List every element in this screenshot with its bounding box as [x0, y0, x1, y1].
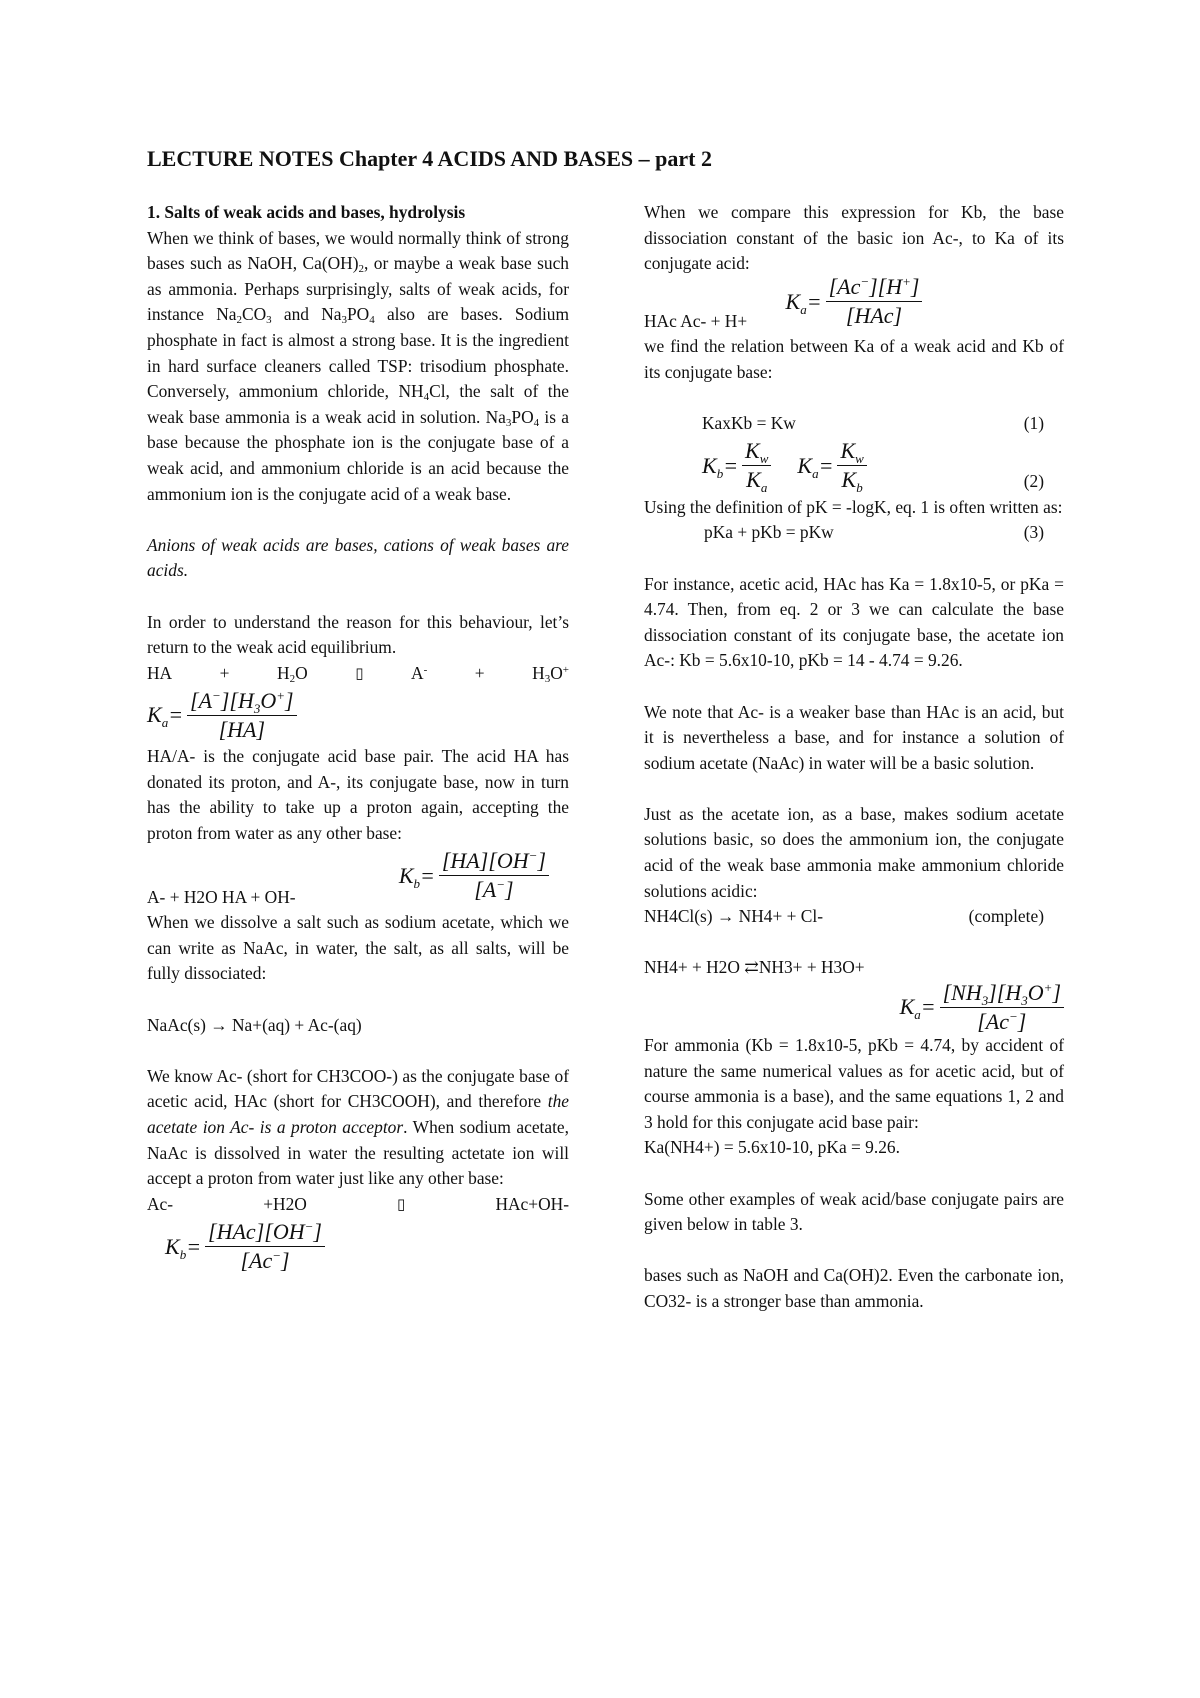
right-column: [644, 200, 1064, 1315]
paragraph-dissolve-salt: When we dissolve a salt such as sodium acetate, which we can write as NaAc, in water, the salt, as all salts, will be fully dissociated:: [147, 912, 569, 984]
italic-statement: Anions of weak acids are bases, cations of weak bases are acids.: [147, 534, 569, 581]
paragraph-equilibrium: In order to understand the reason for this behaviour, let’s return to the weak acid equilibrium.: [147, 611, 569, 658]
paragraph-weaker-base: We note that Ac- is a weaker base than HAc is an acid, but it is nevertheless a base, and for instance a solution of sodium acetate (NaAc) in water will be a basic solution.: [644, 701, 1064, 773]
paragraph-compare: When we compare this expression for Kb, the base dissociation constant of the basic ion Ac-, to Ka of its conjugate acid:: [644, 202, 1064, 274]
ka-expression-nh4: $K_a=$ $\frac{[NH_3][H_3O^+]}{[Ac^-]}$: [644, 981, 1064, 1033]
equation-nh4cl: NH4Cl(s) → NH4+ + Cl- (complete): [644, 906, 1044, 927]
paragraph-ammonium: Just as the acetate ion, as a base, makes sodium acetate solutions basic, so does the ammonium ion, the conjugate acid of the weak base ammonia make ammonium chloride solutions acidic:: [644, 803, 1064, 901]
paragraph-ammonia: For ammonia (Kb = 1.8x10-5, pKb = 4.74, by accident of nature the same numerical values as for acetic acid, but of course ammonia is a base), and the same equations 1, 2 and 3 hold for this conjugate acid base pair:: [644, 1035, 1064, 1132]
equation-naac: NaAc(s) → Na+(aq) + Ac-(aq): [147, 1014, 362, 1035]
paragraph-table-reference: Some other examples of weak acid/base conjugate pairs are given below in table 3.: [644, 1188, 1064, 1235]
paragraph-carbonate: bases such as NaOH and Ca(OH)2. Even the carbonate ion, CO32- is a stronger base than ammonia.: [644, 1265, 1064, 1311]
equation-2: $K_b=$ $\frac{K_w}{K_a}$ $K_a=$ $\frac{K_w}{K_b}$ (2): [702, 438, 1044, 496]
ka-expression: $K_a=$ $\frac{[A^-][H_3O^+]}{[HA]}$: [147, 686, 569, 744]
paragraph-bases-intro: When we think of bases, we would normally think of strong bases such as NaOH, $Ca(OH)_2$, or maybe a weak base such as ammonia. Perhaps surprisingly, salts of weak acids, for instance $Na_2CO_3$ and $Na_3PO_4$ also are bases. Sodium phosphate in fact is almost a strong base. It is the ingredient in hard surface cleaners called TSP: trisodium phosphate. Conversely, ammonium chloride, $NH_4Cl$, the salt of the weak base ammonia is a weak acid in solution. $Na_3PO_4$ is a base because the phosphate ion is the conjugate base of a weak acid, and ammonium chloride is an acid because the ammonium ion is the conjugate acid of a weak base.: [147, 227, 570, 504]
section-heading: 1. Salts of weak acids and bases, hydrolysis: [147, 202, 466, 222]
kb-expression-a: $K_b=$ $\frac{[HA][OH^-]}{[A^-]}$: [147, 847, 569, 905]
equation-hac: HAc Ac- + H+: [644, 310, 748, 331]
page-title: LECTURE NOTES Chapter 4 ACIDS AND BASES – part 2: [147, 146, 712, 171]
kb-expression-ac: $K_b=$ $\frac{[HAc][OH^-]}{[Ac^-]}$: [147, 1217, 569, 1275]
paragraph-relation: we find the relation between Ka of a weak acid and Kb of its conjugate base:: [644, 336, 1064, 382]
equation-nh4-hydrolysis: NH4+ + H2O ⇄NH3+ + H3O+: [644, 957, 865, 978]
equation-1: KaxKb = Kw (1): [702, 413, 1044, 434]
ka-expression-hac: $K_a=$ $\frac{[Ac^-][H^+]}{\text{[HAc]}}$: [644, 277, 1064, 327]
equation-ha-dissociation: HA + $H_2O$ ▯ A- + $H_3O^+$: [147, 662, 569, 685]
paragraph-conjugate-pair: HA/A- is the conjugate acid base pair. The acid HA has donated its proton, and A-, its conjugate base, now in turn has the ability to take up a proton again, accepting the proton from water as any other base:: [147, 746, 569, 844]
equation-ka-nh4: Ka(NH4+) = 5.6x10-10, pKa = 9.26.: [644, 1137, 900, 1158]
equation-3: pKa + pKb = pKw (3): [704, 522, 1044, 543]
paragraph-pk-definition: Using the definition of pK = -logK, eq. 1 is often written as:: [644, 496, 1063, 517]
equation-ac-hydrolysis: Ac- +H2O ▯ HAc+OH-: [147, 1193, 569, 1214]
paragraph-acetate: We know Ac- (short for CH3COO-) as the conjugate base of acetic acid, HAc (short for CH3COOH), and therefore the acetate ion Ac- is a proton acceptor. When sodium acetate, NaAc is dissolved in water the resulting actetate ion will accept a proton from water just like any other base:: [147, 1065, 569, 1189]
paragraph-acetic-example: For instance, acetic acid, HAc has Ka = 1.8x10-5, or pKa = 4.74. Then, from eq. 2 or 3 we can calculate the base dissociation constant of its conjugate base, the acetate ion Ac-: Kb = 5.6x10-10, pKb = 14 - 4.74 = 9.26.: [644, 573, 1064, 671]
left-column: [147, 200, 569, 1275]
equation-a-hydrolysis: A- + H2O HA + OH-: [147, 886, 296, 907]
